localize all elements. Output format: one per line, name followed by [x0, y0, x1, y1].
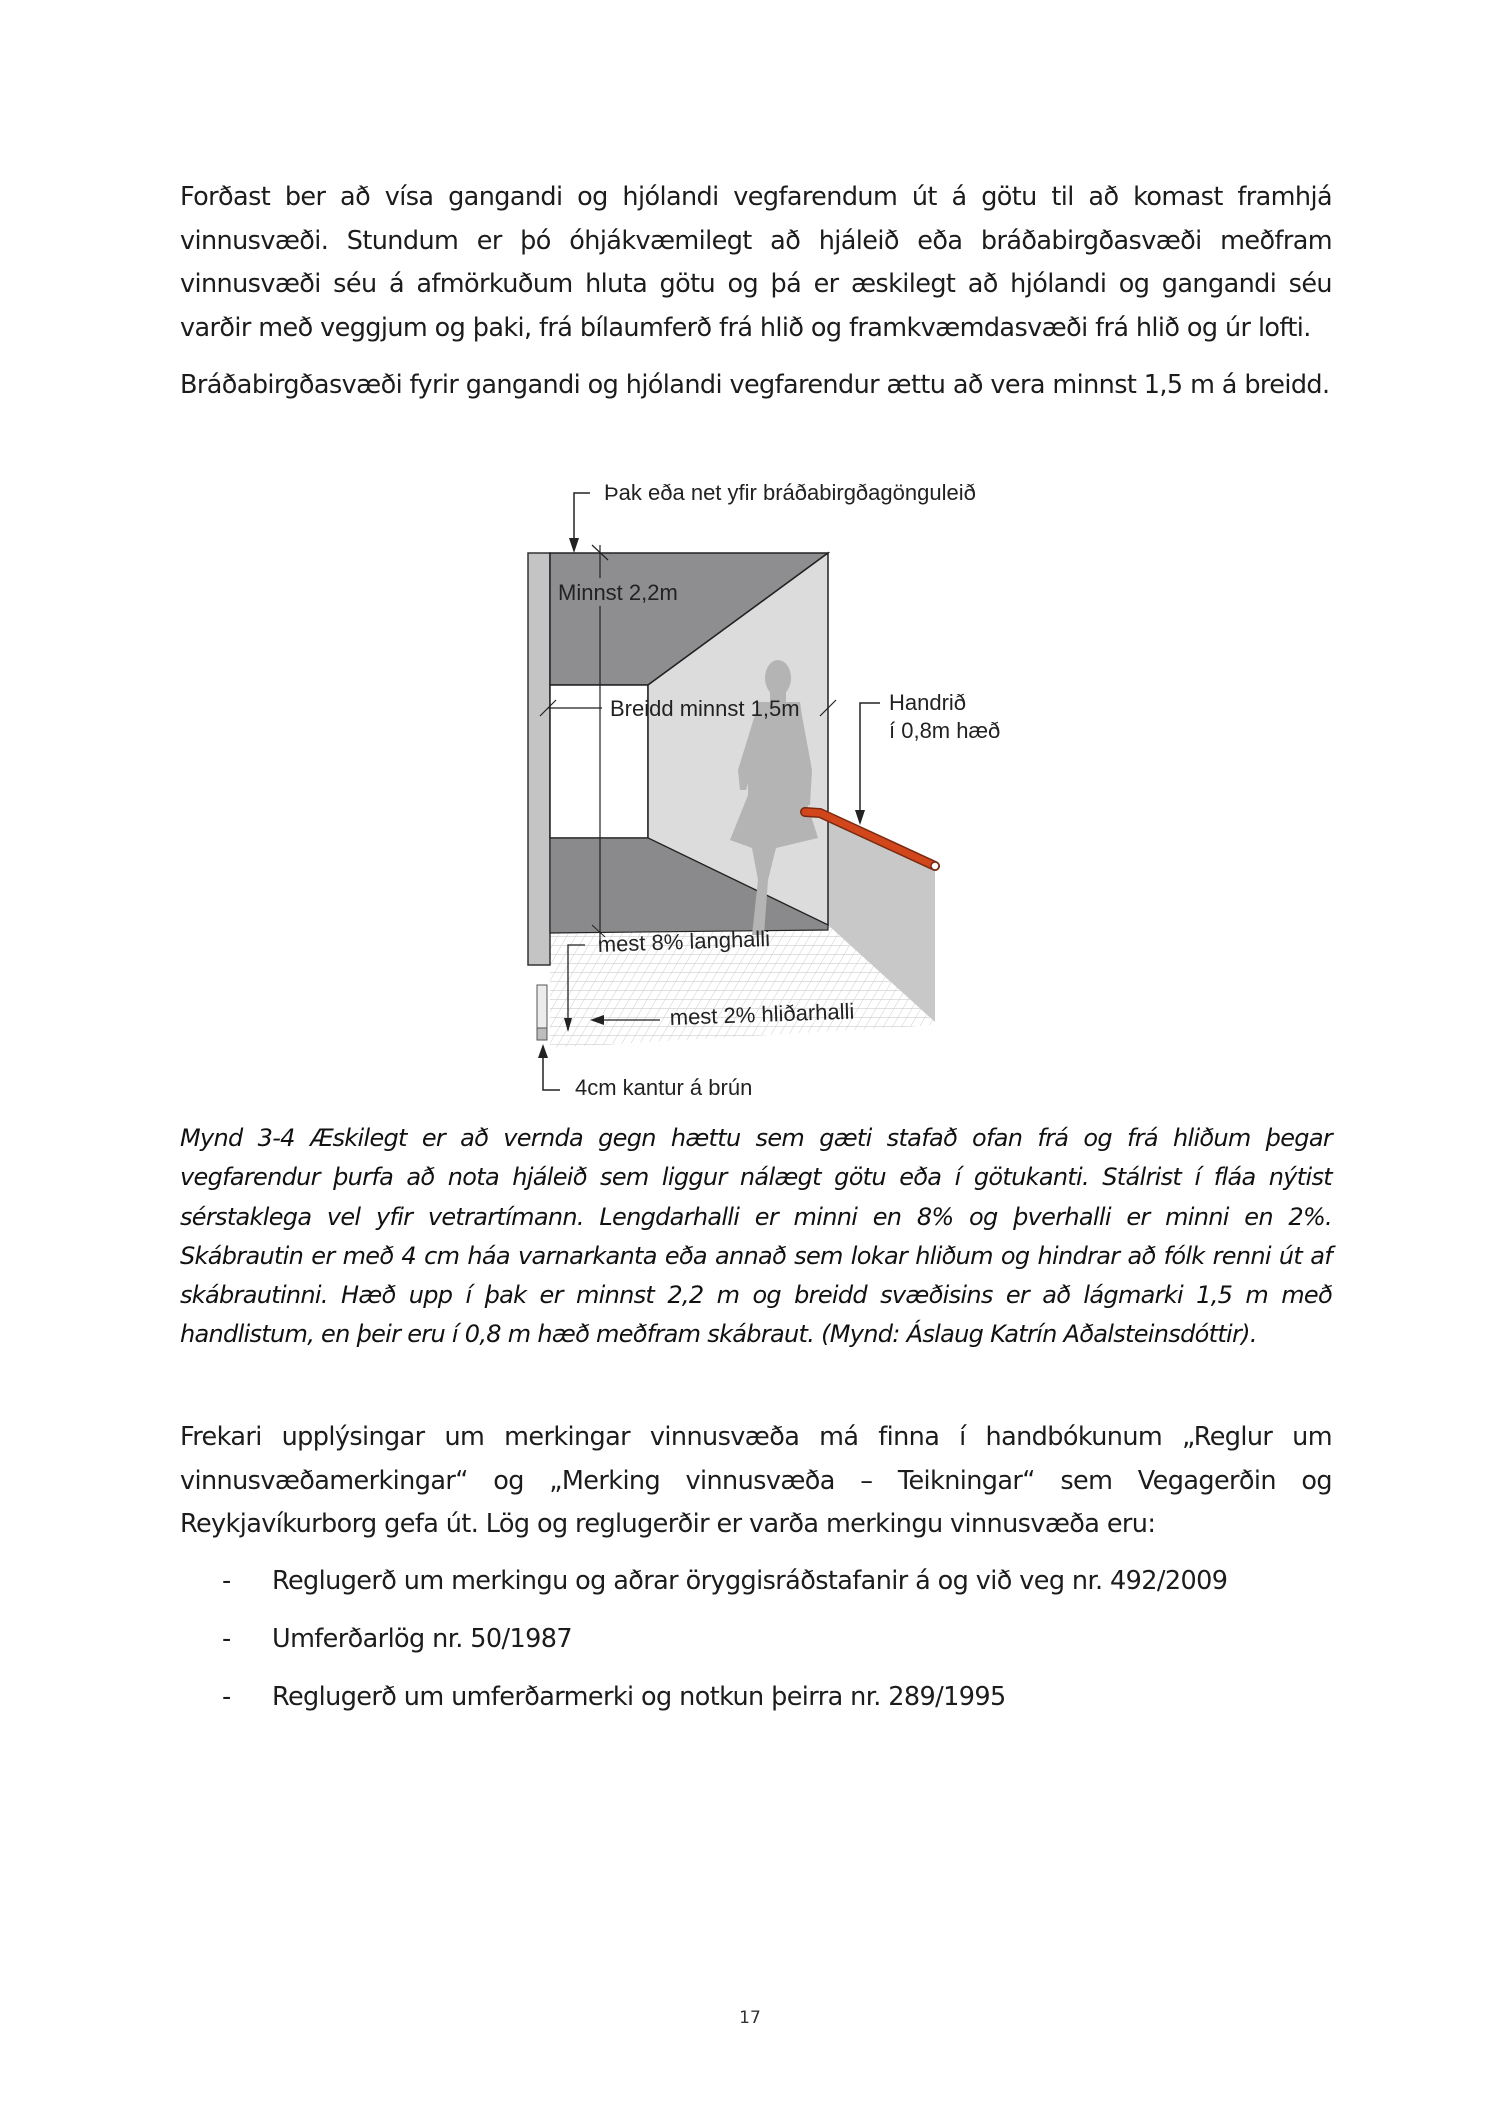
label-height: Minnst 2,2m [558, 580, 678, 605]
label-handrail-1: Handrið [889, 690, 967, 715]
list-item [180, 1676, 1332, 1734]
list-item [180, 1560, 1332, 1618]
list-item-text: Reglugerð um umferðarmerki og notkun þeirra nr. 289/1995 [272, 1682, 1006, 1712]
figure-caption: Mynd 3-4 Æskilegt er að vernda gegn hættu sem gæti stafað ofan frá og frá hliðum þegar vegfarendur þurfa að nota hjáleið sem liggur nálægt götu eða í götukanti. Stálrist í fláa nýtist sérstaklega vel yfir vetrartímann. Lengdarhalli er minni en 8% og þverhalli er minni en 2%. Skábrautin er með 4 cm háa varnarkanta eða annað sem lokar hliðum og hindrar að fólk renni út af skábrautinni. Hæð upp í þak er minnst 2,2 m og breidd svæðisins er að lágmarki 1,5 m með handlistum, en þeir eru í 0,8 m hæð meðfram skábraut. (Mynd: Áslaug Katrín Aðalsteinsdóttir). [180, 1124, 1332, 1349]
list-item [180, 1618, 1332, 1676]
label-cross-slope: mest 2% hliðarhalli [669, 998, 855, 1030]
left-wall [528, 553, 550, 965]
page-number: 17 [739, 2008, 761, 2028]
list-item-text: Reglugerð um merkingu og aðrar öryggisráðstafanir á og við veg nr. 492/2009 [272, 1566, 1228, 1596]
label-curb: 4cm kantur á brún [575, 1075, 753, 1100]
width-requirement-paragraph: Bráðabirgðasvæði fyrir gangandi og hjólandi vegfarendur ættu að vera minnst 1,5 m á breidd. [180, 370, 1330, 400]
list-bullet: - [222, 1566, 231, 1596]
list-bullet: - [222, 1682, 231, 1712]
label-long-slope: mest 8% langhalli [597, 925, 771, 957]
further-info-paragraph: Frekari upplýsingar um merkingar vinnusvæða má finna í handbókunum „Reglur um vinnusvæðamerkingar“ og „Merking vinnusvæða – Teikningar“ sem Vegagerðin og Reykjavíkurborg gefa út. Lög og reglugerðir er varða merkingu vinnusvæða eru: [180, 1422, 1332, 1539]
regulations-list [180, 1560, 1332, 1734]
intro-paragraph: Forðast ber að vísa gangandi og hjólandi vegfarendum út á götu til að komast framhjá vinnusvæði. Stundum er þó óhjákvæmilegt að hjáleið eða bráðabirgðasvæði meðfram vinnusvæði séu á afmörkuðum hluta götu og þá er æskilegt að hjólandi og gangandi séu varðir með veggjum og þaki, frá bílaumferð frá hlið og framkvæmdasvæði frá hlið og úr lofti. [180, 182, 1332, 343]
label-handrail-2: í 0,8m hæð [889, 718, 1001, 743]
label-width: Breidd minnst 1,5m [610, 696, 800, 721]
label-roof: Þak eða net yfir bráðabirgðagönguleið [604, 480, 976, 505]
list-item-text: Umferðarlög nr. 50/1987 [272, 1624, 572, 1654]
list-bullet: - [222, 1624, 231, 1654]
